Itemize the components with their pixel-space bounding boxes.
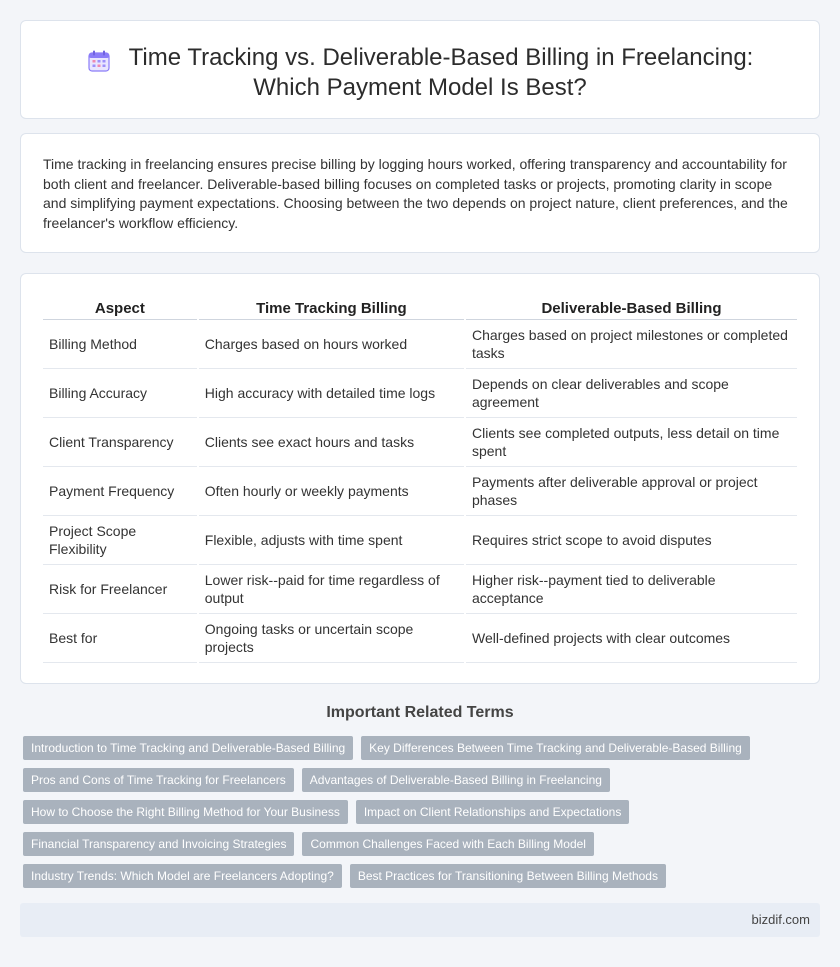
table-row <box>43 565 797 614</box>
comparison-card <box>20 273 820 684</box>
time-tracking-cell: Clients see exact hours and tasks <box>199 418 464 467</box>
related-term-link[interactable]: Financial Transparency and Invoicing Strategies <box>23 832 294 856</box>
deliverable-cell: Charges based on project milestones or completed tasks <box>466 320 797 369</box>
footer-brand-link[interactable]: bizdif.com <box>751 912 810 927</box>
related-terms-heading: Important Related Terms <box>326 704 514 721</box>
table-row <box>43 418 797 467</box>
aspect-cell: Risk for Freelancer <box>43 565 197 614</box>
aspect-cell: Best for <box>43 614 197 663</box>
title-wrap <box>51 43 789 103</box>
table-row <box>43 516 797 565</box>
footer <box>20 903 820 937</box>
intro-card <box>20 133 820 253</box>
aspect-cell: Billing Method <box>43 320 197 369</box>
aspect-cell: Client Transparency <box>43 418 197 467</box>
related-term-link[interactable]: Impact on Client Relationships and Expectations <box>356 800 629 824</box>
tag-row <box>23 832 823 856</box>
related-term-link[interactable]: Advantages of Deliverable-Based Billing in Freelancing <box>302 768 610 792</box>
table-row <box>43 369 797 418</box>
aspect-cell: Billing Accuracy <box>43 369 197 418</box>
time-tracking-cell: Lower risk--paid for time regardless of output <box>199 565 464 614</box>
tag-row <box>23 800 823 824</box>
deliverable-cell: Clients see completed outputs, less detail on time spent <box>466 418 797 467</box>
table-row <box>43 467 797 516</box>
intro-paragraph: Time tracking in freelancing ensures precise billing by logging hours worked, offering transparency and accountability for both client and freelancer. Deliverable-based billing focuses on completed tasks or projects, promoting clarity in scope and simplifying payment expectations. Choosing between the two depends on project nature, client preferences, and the freelancer's workflow efficiency. <box>43 156 788 231</box>
column-header-aspect: Aspect <box>43 296 197 320</box>
time-tracking-cell: Ongoing tasks or uncertain scope projects <box>199 614 464 663</box>
table-row <box>43 320 797 369</box>
table-row <box>43 614 797 663</box>
related-term-link[interactable]: Key Differences Between Time Tracking and Deliverable-Based Billing <box>361 736 750 760</box>
related-term-link[interactable]: Common Challenges Faced with Each Billing Model <box>302 832 593 856</box>
related-term-link[interactable]: Industry Trends: Which Model are Freelancers Adopting? <box>23 864 342 888</box>
page-title: Time Tracking vs. Deliverable-Based Billing in Freelancing: Which Payment Model Is Best? <box>128 44 754 101</box>
tag-row <box>23 768 823 792</box>
deliverable-cell: Requires strict scope to avoid disputes <box>466 516 797 565</box>
related-term-link[interactable]: Best Practices for Transitioning Between Billing Methods <box>350 864 666 888</box>
column-header-time-tracking: Time Tracking Billing <box>199 296 464 320</box>
related-term-link[interactable]: How to Choose the Right Billing Method for Your Business <box>23 800 348 824</box>
related-term-link[interactable]: Introduction to Time Tracking and Deliverable-Based Billing <box>23 736 353 760</box>
comparison-table <box>41 296 799 663</box>
deliverable-cell: Depends on clear deliverables and scope agreement <box>466 369 797 418</box>
table-header-row <box>43 296 797 320</box>
deliverable-cell: Higher risk--payment tied to deliverable acceptance <box>466 565 797 614</box>
column-header-deliverable: Deliverable-Based Billing <box>466 296 797 320</box>
time-tracking-cell: Flexible, adjusts with time spent <box>199 516 464 565</box>
related-term-link[interactable]: Pros and Cons of Time Tracking for Freelancers <box>23 768 294 792</box>
deliverable-cell: Well-defined projects with clear outcomes <box>466 614 797 663</box>
tag-row <box>23 864 823 888</box>
time-tracking-cell: Charges based on hours worked <box>199 320 464 369</box>
calendar-icon <box>87 49 111 73</box>
title-card <box>20 20 820 119</box>
time-tracking-cell: High accuracy with detailed time logs <box>199 369 464 418</box>
time-tracking-cell: Often hourly or weekly payments <box>199 467 464 516</box>
aspect-cell: Project Scope Flexibility <box>43 516 197 565</box>
related-terms-list <box>23 736 823 896</box>
deliverable-cell: Payments after deliverable approval or project phases <box>466 467 797 516</box>
tag-row <box>23 736 823 760</box>
aspect-cell: Payment Frequency <box>43 467 197 516</box>
